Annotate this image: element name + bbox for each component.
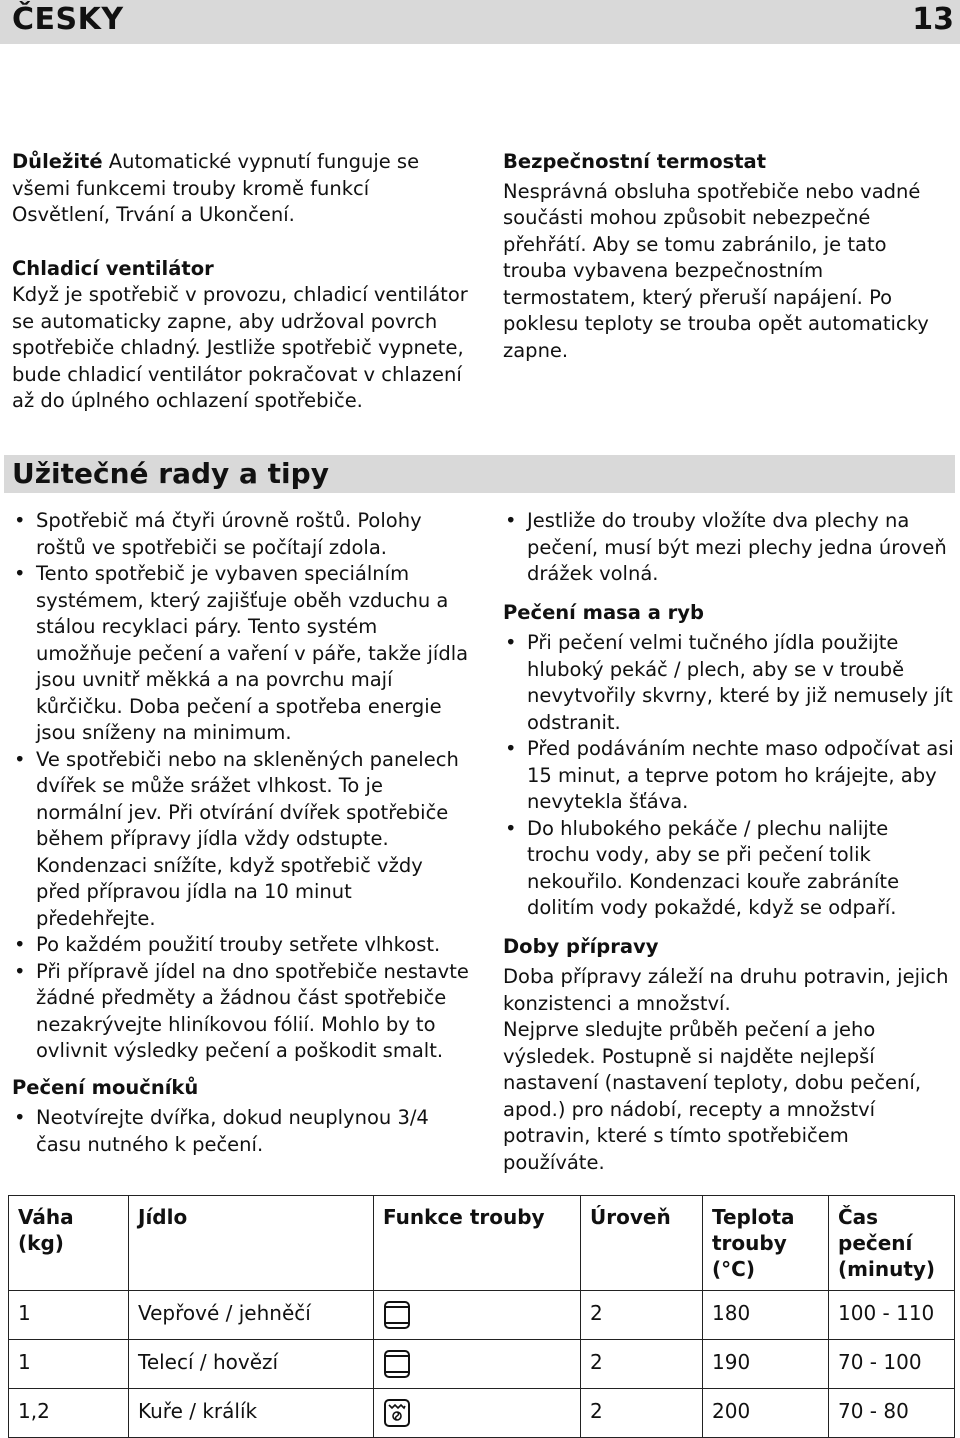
cell-food: Vepřové / jehněčí — [129, 1291, 374, 1340]
list-item: • Před podáváním nechte maso odpočívat asi 15 minut, a teprve potom ho krájejte, aby nevytekla šťáva. — [503, 736, 955, 816]
top-bottom-heat-icon — [383, 1349, 411, 1379]
cell-weight: 1 — [9, 1340, 129, 1389]
top-bottom-heat-icon — [383, 1300, 411, 1330]
col-header-food: Jídlo — [129, 1196, 374, 1291]
cell-function — [374, 1340, 581, 1389]
table-row — [9, 1340, 955, 1389]
pastry-list — [12, 1105, 472, 1158]
col-header-level: Úroveň — [581, 1196, 703, 1291]
cell-temperature: 190 — [703, 1340, 829, 1389]
col-header-function: Funkce trouby — [374, 1196, 581, 1291]
meat-heading: Pečení masa a ryb — [503, 600, 704, 624]
list-item: • Po každém použití trouby setřete vlhkost. — [12, 932, 472, 959]
col-header-time: Čas pečení (minuty) — [829, 1196, 955, 1291]
col-header-temperature: Teplota trouby (°C) — [703, 1196, 829, 1291]
cell-time: 100 - 110 — [829, 1291, 955, 1340]
cell-level: 2 — [581, 1389, 703, 1438]
important-label: Důležité — [12, 150, 103, 173]
list-item: • Tento spotřebič je vybaven speciálním systémem, který zajišťuje oběh vzduchu a stálou recyklaci páry. Tento systém umožňuje pečení a vaření v páře, takže jídla jsou uvnitř měkká a na povrchu mají kůrčičku. Doba pečení a spotřeba energie jsou sníženy na minimum. — [12, 561, 472, 747]
list-item: • Spotřebič má čtyři úrovně roštů. Polohy roštů ve spotřebiči se počítají zdola. — [12, 508, 472, 561]
important-note — [12, 149, 472, 229]
table-row — [9, 1389, 955, 1438]
cell-time: 70 - 80 — [829, 1389, 955, 1438]
list-item: • Neotvírejte dvířka, dokud neuplynou 3/4 času nutného k pečení. — [12, 1105, 472, 1158]
thermostat-text: Nesprávná obsluha spotřebiče nebo vadné součásti mohou způsobit nebezpečné přehřátí. Aby se tomu zabránilo, je tato trouba vybavena bezpečnostním termostatem, který přeruší napájení. Po poklesu teploty se trouba opět automaticky zapne. — [503, 179, 929, 362]
language-label: ČESKY — [12, 2, 124, 37]
cell-function — [374, 1291, 581, 1340]
times-text-2: Nejprve sledujte průběh pečení a jeho výsledek. Postupně si najděte nejlepší nastavení (nastavení teploty, dobu pečení, apod.) pro nádobí, recepty a množství potravin, které s tímto spotřebičem používáte. — [503, 1018, 922, 1174]
tips-left-column — [12, 508, 472, 1158]
left-column-top — [12, 149, 472, 415]
cell-temperature: 180 — [703, 1291, 829, 1340]
times-text-1: Doba přípravy záleží na druhu potravin, jejich konzistenci a množství. — [503, 965, 949, 1015]
page-number: 13 — [912, 2, 954, 37]
cooling-fan-text: Když je spotřebič v provozu, chladicí ventilátor se automaticky zapne, aby udržoval povrch spotřebiče chladný. Jestliže spotřebič vypnete, bude chladicí ventilátor pokračovat v chlazení až do úplného ochlazení spotřebiče. — [12, 283, 468, 412]
pastry-heading: Pečení moučníků — [12, 1075, 199, 1099]
right-column-top — [503, 149, 955, 364]
table-header-row — [9, 1196, 955, 1291]
list-item: • Do hlubokého pekáče / plechu nalijte trochu vody, aby se při pečení tolik nekouřilo. Kondenzaci kouře zabráníte dolitím vody pokaždé, když se odpaří. — [503, 816, 955, 922]
col-header-weight: Váha (kg) — [9, 1196, 129, 1291]
table-row — [9, 1291, 955, 1340]
page-header — [0, 0, 960, 44]
cell-temperature: 200 — [703, 1389, 829, 1438]
cell-level: 2 — [581, 1340, 703, 1389]
tips-left-list — [12, 508, 472, 1065]
cooling-fan-heading: Chladicí ventilátor — [12, 256, 214, 280]
cell-food: Telecí / hovězí — [129, 1340, 374, 1389]
cell-food: Kuře / králík — [129, 1389, 374, 1438]
list-item: • Ve spotřebiči nebo na skleněných panelech dvířek se může srážet vlhkost. To je normální jev. Při otvírání dvířek spotřebiče během přípravy jídla vždy odstupte. Kondenzaci snížíte, když spotřebič vždy před přípravou jídla na 10 minut předehřejte. — [12, 747, 472, 933]
important-text: Automatické vypnutí funguje se všemi funkcemi trouby kromě funkcí Osvětlení, Trvání a Ukončení. — [12, 150, 420, 226]
roasting-table — [8, 1195, 955, 1438]
list-item: • Při pečení velmi tučného jídla použijte hluboký pekáč / plech, aby se v troubě nevytvořily skvrny, které by již nemusely jít odstranit. — [503, 630, 955, 736]
tips-right-column — [503, 508, 955, 1176]
cell-weight: 1,2 — [9, 1389, 129, 1438]
tips-section-title: Užitečné rady a tipy — [4, 455, 955, 493]
cell-function — [374, 1389, 581, 1438]
meat-list — [503, 630, 955, 922]
grill-fan-icon — [383, 1398, 411, 1428]
list-item: • Při přípravě jídel na dno spotřebiče nestavte žádné předměty a žádnou část spotřebiče nezakrývejte hliníkovou fólií. Mohlo by to ovlivnit výsledky pečení a poškodit smalt. — [12, 959, 472, 1065]
cell-time: 70 - 100 — [829, 1340, 955, 1389]
thermostat-heading: Bezpečnostní termostat — [503, 150, 767, 173]
cell-weight: 1 — [9, 1291, 129, 1340]
list-item: • Jestliže do trouby vložíte dva plechy na pečení, musí být mezi plechy jedna úroveň drážek volná. — [503, 508, 955, 588]
tips-right-list — [503, 508, 955, 588]
times-heading: Doby přípravy — [503, 934, 659, 958]
cell-level: 2 — [581, 1291, 703, 1340]
